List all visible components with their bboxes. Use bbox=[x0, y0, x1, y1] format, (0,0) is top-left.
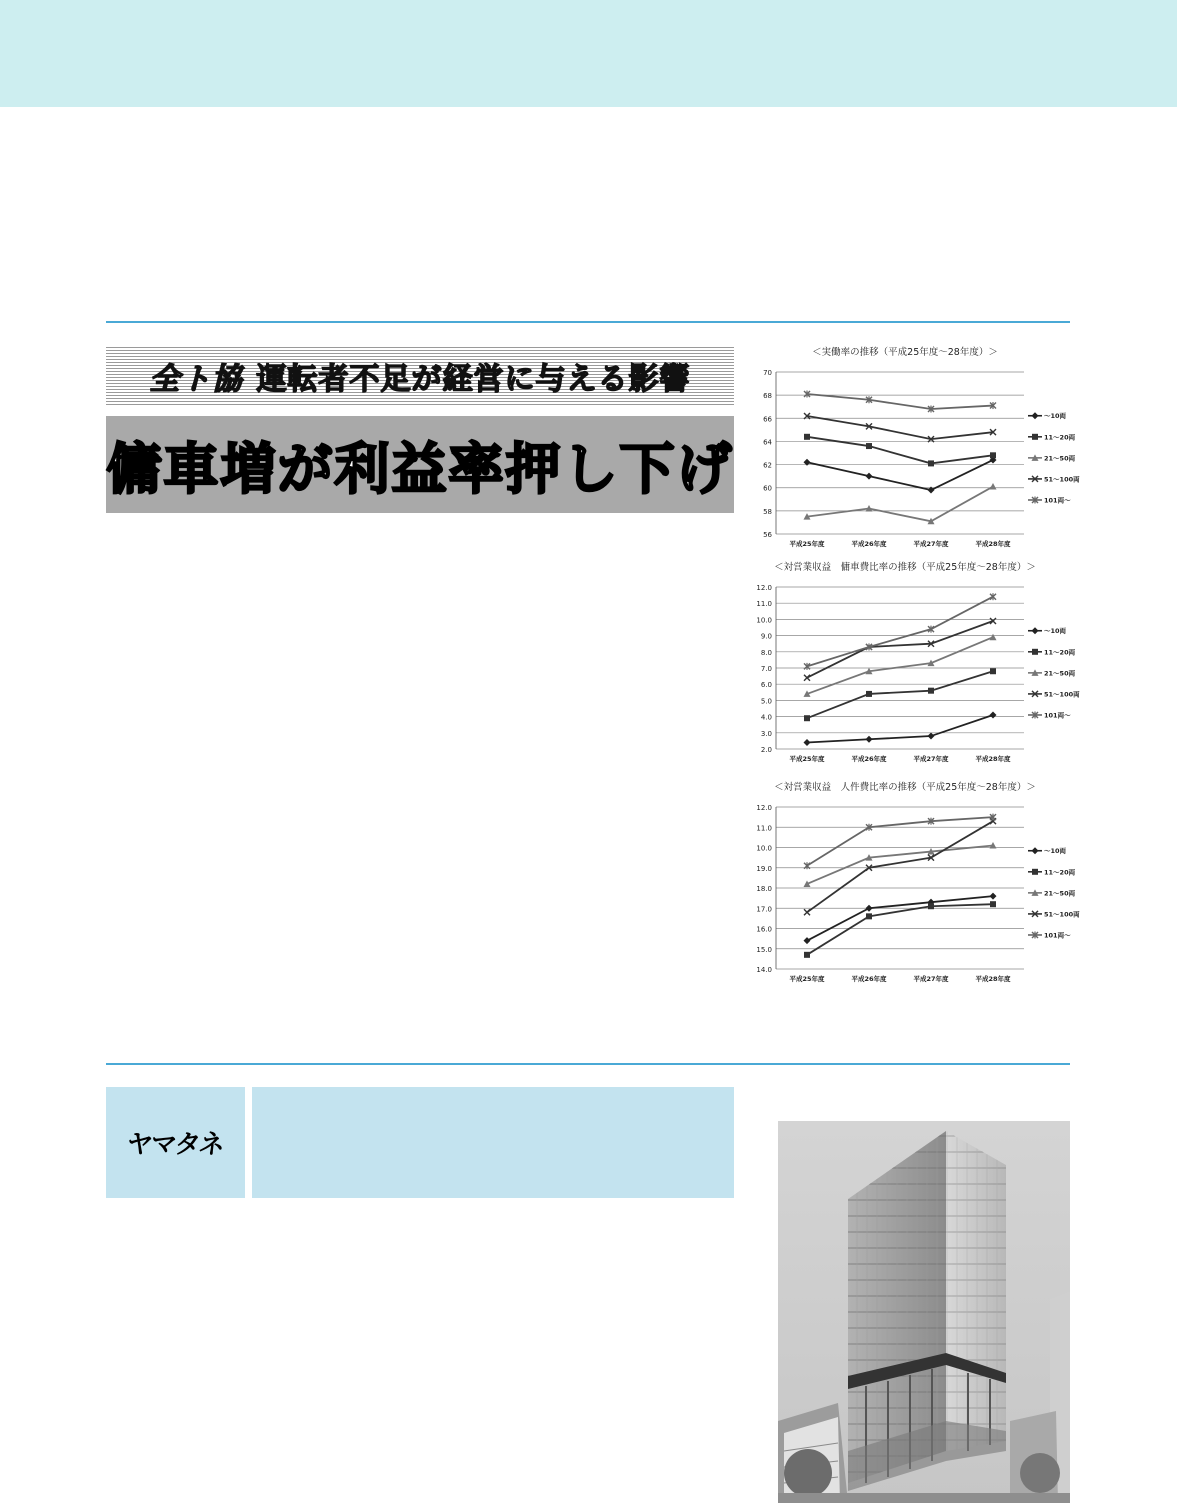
series-line bbox=[807, 904, 993, 955]
y-tick-label: 62 bbox=[763, 461, 772, 470]
legend-marker bbox=[1032, 649, 1038, 655]
article-subtitle: 運転者不足が経営に与える影響 bbox=[256, 362, 691, 397]
data-point bbox=[990, 711, 997, 718]
y-tick-label: 11.0 bbox=[756, 824, 772, 833]
legend-marker bbox=[1032, 627, 1039, 634]
chart-title: ＜実働率の推移（平成25年度～28年度）＞ bbox=[812, 347, 998, 358]
data-point bbox=[990, 634, 997, 641]
data-point bbox=[866, 443, 872, 449]
series-line bbox=[807, 715, 993, 743]
legend-label: 101両～ bbox=[1044, 496, 1071, 505]
y-tick-label: 7.0 bbox=[760, 665, 772, 673]
y-tick-label: 10.0 bbox=[756, 616, 772, 625]
series-line bbox=[807, 487, 993, 522]
y-tick-label: 66 bbox=[763, 415, 772, 424]
legend-label: 51～100両 bbox=[1044, 475, 1080, 484]
data-point bbox=[928, 733, 935, 740]
y-tick-label: 11.0 bbox=[756, 600, 772, 609]
data-point bbox=[990, 483, 997, 490]
top-color-band bbox=[0, 0, 1177, 107]
data-point bbox=[866, 691, 872, 697]
article-headline-banner bbox=[106, 416, 734, 513]
chart-personnel-ratio bbox=[740, 779, 1080, 984]
chart-svg bbox=[740, 797, 1080, 984]
org-name: 全ト協 bbox=[149, 362, 243, 397]
y-tick-label: 9.0 bbox=[760, 632, 772, 641]
y-tick-label: 12.0 bbox=[756, 804, 772, 812]
x-tick-label: 平成27年度 bbox=[913, 540, 949, 548]
legend-marker bbox=[1032, 869, 1038, 875]
data-point bbox=[804, 434, 810, 440]
legend-label: 51～100両 bbox=[1044, 690, 1080, 699]
y-tick-label: 15.0 bbox=[756, 945, 772, 954]
x-tick-label: 平成27年度 bbox=[913, 755, 949, 763]
chart-subcontract-ratio bbox=[740, 559, 1080, 764]
data-point bbox=[928, 903, 934, 909]
y-tick-label: 5.0 bbox=[760, 697, 772, 706]
data-point bbox=[990, 452, 996, 458]
y-tick-label: 3.0 bbox=[760, 729, 772, 738]
y-tick-label: 12.0 bbox=[756, 584, 772, 592]
chart-svg bbox=[740, 362, 1080, 549]
company-name: ヤマタネ bbox=[125, 1130, 225, 1160]
legend-marker bbox=[1032, 412, 1039, 419]
y-tick-label: 16.0 bbox=[756, 925, 772, 934]
building-photo bbox=[778, 1121, 1070, 1503]
data-point bbox=[928, 460, 934, 466]
data-point bbox=[990, 593, 996, 600]
data-point bbox=[928, 688, 934, 694]
x-tick-label: 平成26年度 bbox=[851, 540, 887, 548]
data-point bbox=[990, 901, 996, 907]
series-line bbox=[807, 437, 993, 464]
section-divider-bottom bbox=[106, 1063, 1070, 1065]
article-subtitle-banner bbox=[106, 345, 734, 407]
x-tick-label: 平成26年度 bbox=[851, 755, 887, 763]
legend-label: 21～50両 bbox=[1044, 669, 1076, 678]
y-tick-label: 17.0 bbox=[756, 905, 772, 914]
y-tick-label: 4.0 bbox=[760, 713, 772, 722]
legend-label: ～10両 bbox=[1044, 847, 1067, 856]
article2-headline-area bbox=[252, 1087, 734, 1198]
section-divider-top bbox=[106, 321, 1070, 323]
company-label-box bbox=[106, 1087, 245, 1198]
y-tick-label: 10.0 bbox=[756, 844, 772, 853]
legend-label: 11～20両 bbox=[1044, 433, 1076, 442]
legend-label: 21～50両 bbox=[1044, 889, 1076, 898]
legend-label: ～10両 bbox=[1044, 412, 1067, 421]
legend-label: 101両～ bbox=[1044, 931, 1071, 940]
series-line bbox=[807, 671, 993, 718]
data-point bbox=[866, 905, 873, 912]
series-line bbox=[807, 896, 993, 941]
y-tick-label: 6.0 bbox=[760, 681, 772, 690]
x-tick-label: 平成28年度 bbox=[975, 975, 1011, 983]
y-tick-label: 60 bbox=[763, 484, 772, 493]
y-tick-label: 2.0 bbox=[760, 746, 772, 754]
legend-label: 101両～ bbox=[1044, 711, 1071, 720]
x-tick-label: 平成26年度 bbox=[851, 975, 887, 983]
legend-label: ～10両 bbox=[1044, 627, 1067, 636]
data-point bbox=[990, 893, 997, 900]
data-point bbox=[866, 473, 873, 480]
chart-operating-rate bbox=[740, 344, 1080, 549]
legend-label: 11～20両 bbox=[1044, 868, 1076, 877]
y-tick-label: 58 bbox=[763, 507, 772, 516]
chart-svg bbox=[740, 577, 1080, 764]
series-line bbox=[807, 817, 993, 866]
series-line bbox=[807, 845, 993, 883]
article-headline-block bbox=[106, 345, 734, 513]
y-tick-label: 68 bbox=[763, 392, 772, 401]
data-point bbox=[866, 913, 872, 919]
series-line bbox=[807, 416, 993, 439]
y-tick-label: 14.0 bbox=[756, 966, 772, 974]
data-point bbox=[804, 715, 810, 721]
y-tick-label: 56 bbox=[763, 531, 772, 539]
legend-label: 11～20両 bbox=[1044, 648, 1076, 657]
data-point bbox=[804, 862, 810, 869]
data-point bbox=[804, 675, 810, 681]
data-point bbox=[990, 668, 996, 674]
legend-label: 21～50両 bbox=[1044, 454, 1076, 463]
data-point bbox=[804, 937, 811, 944]
x-tick-label: 平成28年度 bbox=[975, 540, 1011, 548]
x-tick-label: 平成25年度 bbox=[789, 975, 825, 983]
y-tick-label: 70 bbox=[763, 369, 772, 377]
y-tick-label: 8.0 bbox=[760, 648, 772, 657]
legend-marker bbox=[1032, 434, 1038, 440]
chart-title: ＜対営業収益 傭車費比率の推移（平成25年度～28年度）＞ bbox=[774, 562, 1036, 573]
data-point bbox=[866, 736, 873, 743]
x-tick-label: 平成27年度 bbox=[913, 975, 949, 983]
chart-title: ＜対営業収益 人件費比率の推移（平成25年度～28年度）＞ bbox=[774, 782, 1036, 793]
data-point bbox=[804, 739, 811, 746]
x-tick-label: 平成25年度 bbox=[789, 540, 825, 548]
data-point bbox=[804, 952, 810, 958]
y-tick-label: 19.0 bbox=[756, 864, 772, 873]
legend-label: 51～100両 bbox=[1044, 910, 1080, 919]
y-tick-label: 64 bbox=[763, 438, 772, 447]
x-tick-label: 平成28年度 bbox=[975, 755, 1011, 763]
x-tick-label: 平成25年度 bbox=[789, 755, 825, 763]
legend-marker bbox=[1032, 847, 1039, 854]
series-line bbox=[807, 394, 993, 409]
data-point bbox=[804, 909, 810, 915]
article-headline: 傭車増が利益率押し下げ bbox=[106, 437, 734, 501]
y-tick-label: 18.0 bbox=[756, 885, 772, 893]
